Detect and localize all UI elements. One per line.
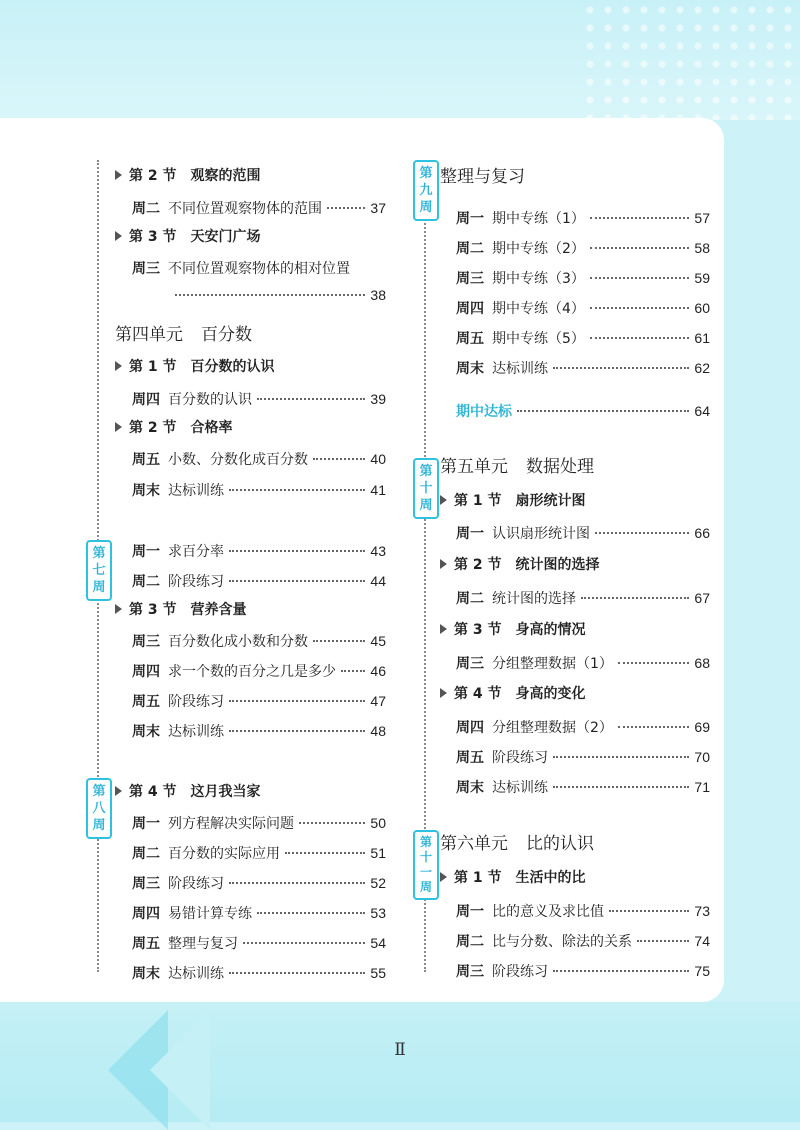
dot-leader	[595, 532, 689, 534]
toc-entry[interactable]: 周一 认识扇形统计图 66	[456, 525, 710, 542]
dot-leader	[257, 912, 365, 914]
section-heading[interactable]: 第 2 节 统计图的选择	[440, 554, 600, 574]
section-heading[interactable]: 第 4 节 身高的变化	[440, 683, 586, 703]
section-heading[interactable]: 第 2 节 合格率	[115, 417, 233, 437]
toc-entry[interactable]: 周二 统计图的选择 67	[456, 590, 710, 607]
dot-leader	[553, 970, 689, 972]
toc-entry[interactable]: 周四 分组整理数据（2） 69	[456, 719, 710, 736]
dot-leader	[229, 882, 365, 884]
toc-entry[interactable]: 周末 达标训练 41	[132, 482, 386, 499]
unit-heading[interactable]: 第五单元 数据处理	[440, 457, 594, 477]
toc-entry[interactable]: 周四 期中专练（4） 60	[456, 300, 710, 317]
section-heading[interactable]: 第 1 节 扇形统计图	[440, 490, 586, 510]
dot-leader	[257, 398, 365, 400]
section-heading[interactable]: 第 1 节 百分数的认识	[115, 356, 275, 376]
toc-entry[interactable]: 周末 达标训练 62	[456, 360, 710, 377]
triangle-bullet-icon	[115, 170, 122, 180]
dot-leader	[609, 910, 689, 912]
toc-entry-title[interactable]: 周三 不同位置观察物体的相对位置	[132, 261, 350, 277]
section-heading[interactable]: 第 3 节 身高的情况	[440, 619, 586, 639]
unit-heading[interactable]: 整理与复习	[440, 167, 525, 187]
dot-leader	[313, 458, 365, 460]
triangle-bullet-icon	[115, 786, 122, 796]
triangle-bullet-icon	[115, 231, 122, 241]
midterm-entry[interactable]: 期中达标 64	[456, 403, 710, 420]
toc-entry[interactable]: 周一 比的意义及求比值 73	[456, 903, 710, 920]
dot-leader	[553, 367, 689, 369]
dot-leader	[553, 756, 689, 758]
week-tag-9: 第 九 周	[413, 160, 439, 221]
dot-leader	[229, 489, 365, 491]
section-heading[interactable]: 第 3 节 天安门广场	[115, 226, 261, 246]
dot-leader	[618, 726, 690, 728]
dot-leader	[313, 640, 365, 642]
triangle-bullet-icon	[115, 361, 122, 371]
triangle-bullet-icon	[440, 624, 447, 634]
dot-leader	[590, 277, 690, 279]
dot-leader	[618, 662, 690, 664]
dot-leader	[553, 786, 689, 788]
dot-leader	[285, 852, 365, 854]
week-tag-10: 第 十 周	[413, 458, 439, 519]
toc-entry[interactable]: 周一 求百分率 43	[132, 543, 386, 560]
dot-leader	[229, 730, 365, 732]
toc-entry[interactable]: 周四 易错计算专练 53	[132, 905, 386, 922]
toc-entry[interactable]: 周三 百分数化成小数和分数 45	[132, 633, 386, 650]
toc-entry[interactable]: 周二 百分数的实际应用 51	[132, 845, 386, 862]
dot-leader	[175, 294, 365, 296]
triangle-bullet-icon	[440, 872, 447, 882]
unit-heading[interactable]: 第六单元 比的认识	[440, 834, 594, 854]
triangle-bullet-icon	[440, 688, 447, 698]
toc-entry[interactable]: 周三 期中专练（3） 59	[456, 270, 710, 287]
dot-leader	[327, 207, 365, 209]
week-tag-8: 第 八 周	[86, 778, 112, 839]
triangle-bullet-icon	[115, 604, 122, 614]
toc-entry[interactable]: 周五 阶段练习 47	[132, 693, 386, 710]
dot-leader	[637, 940, 689, 942]
dot-leader	[581, 597, 689, 599]
chevron-decor	[150, 1010, 210, 1130]
triangle-bullet-icon	[115, 422, 122, 432]
toc-entry[interactable]: 周五 期中专练（5） 61	[456, 330, 710, 347]
dot-leader	[590, 337, 690, 339]
toc-entry[interactable]: 周一 列方程解决实际问题 50	[132, 815, 386, 832]
triangle-bullet-icon	[440, 495, 447, 505]
toc-entry[interactable]: 周五 阶段练习 70	[456, 749, 710, 766]
hex-pattern-decor	[580, 0, 800, 120]
week-tag-7: 第 七 周	[86, 540, 112, 601]
unit-heading[interactable]: 第四单元 百分数	[115, 325, 252, 345]
section-heading[interactable]: 第 1 节 生活中的比	[440, 867, 586, 887]
toc-entry[interactable]: 周末 达标训练 55	[132, 965, 386, 982]
toc-entry[interactable]: 周二 期中专练（2） 58	[456, 240, 710, 257]
toc-entry[interactable]: 周三 阶段练习 75	[456, 963, 710, 980]
dot-leader	[243, 942, 365, 944]
dot-leader	[229, 700, 365, 702]
triangle-bullet-icon	[440, 559, 447, 569]
toc-entry[interactable]: 周四 求一个数的百分之几是多少 46	[132, 663, 386, 680]
dot-leader	[299, 822, 365, 824]
toc-entry[interactable]: 周末 达标训练 71	[456, 779, 710, 796]
toc-entry[interactable]: 周一 期中专练（1） 57	[456, 210, 710, 227]
toc-entry[interactable]: 周五 小数、分数化成百分数 40	[132, 451, 386, 468]
dot-leader	[517, 410, 689, 412]
dot-leader	[229, 580, 365, 582]
toc-entry[interactable]: 周二 比与分数、除法的关系 74	[456, 933, 710, 950]
toc-entry[interactable]: 周五 整理与复习 54	[132, 935, 386, 952]
dot-leader	[590, 217, 690, 219]
week-tag-11: 第 十 一 周	[413, 830, 439, 900]
toc-entry[interactable]: 周二 阶段练习 44	[132, 573, 386, 590]
section-heading[interactable]: 第 3 节 营养含量	[115, 599, 247, 619]
toc-entry-leader-line[interactable]: 38	[170, 287, 386, 303]
toc-entry[interactable]: 周末 达标训练 48	[132, 723, 386, 740]
section-heading[interactable]: 第 2 节 观察的范围	[115, 165, 261, 185]
section-heading[interactable]: 第 4 节 这月我当家	[115, 781, 261, 801]
toc-entry[interactable]: 周二 不同位置观察物体的范围 37	[132, 200, 386, 217]
toc-entry[interactable]: 周三 分组整理数据（1） 68	[456, 655, 710, 672]
dot-leader	[590, 307, 690, 309]
toc-entry[interactable]: 周三 阶段练习 52	[132, 875, 386, 892]
dot-leader	[341, 670, 365, 672]
dot-leader	[229, 550, 365, 552]
dot-leader	[590, 247, 690, 249]
page-number: Ⅱ	[394, 1040, 406, 1060]
dot-leader	[229, 972, 365, 974]
toc-entry[interactable]: 周四 百分数的认识 39	[132, 391, 386, 408]
